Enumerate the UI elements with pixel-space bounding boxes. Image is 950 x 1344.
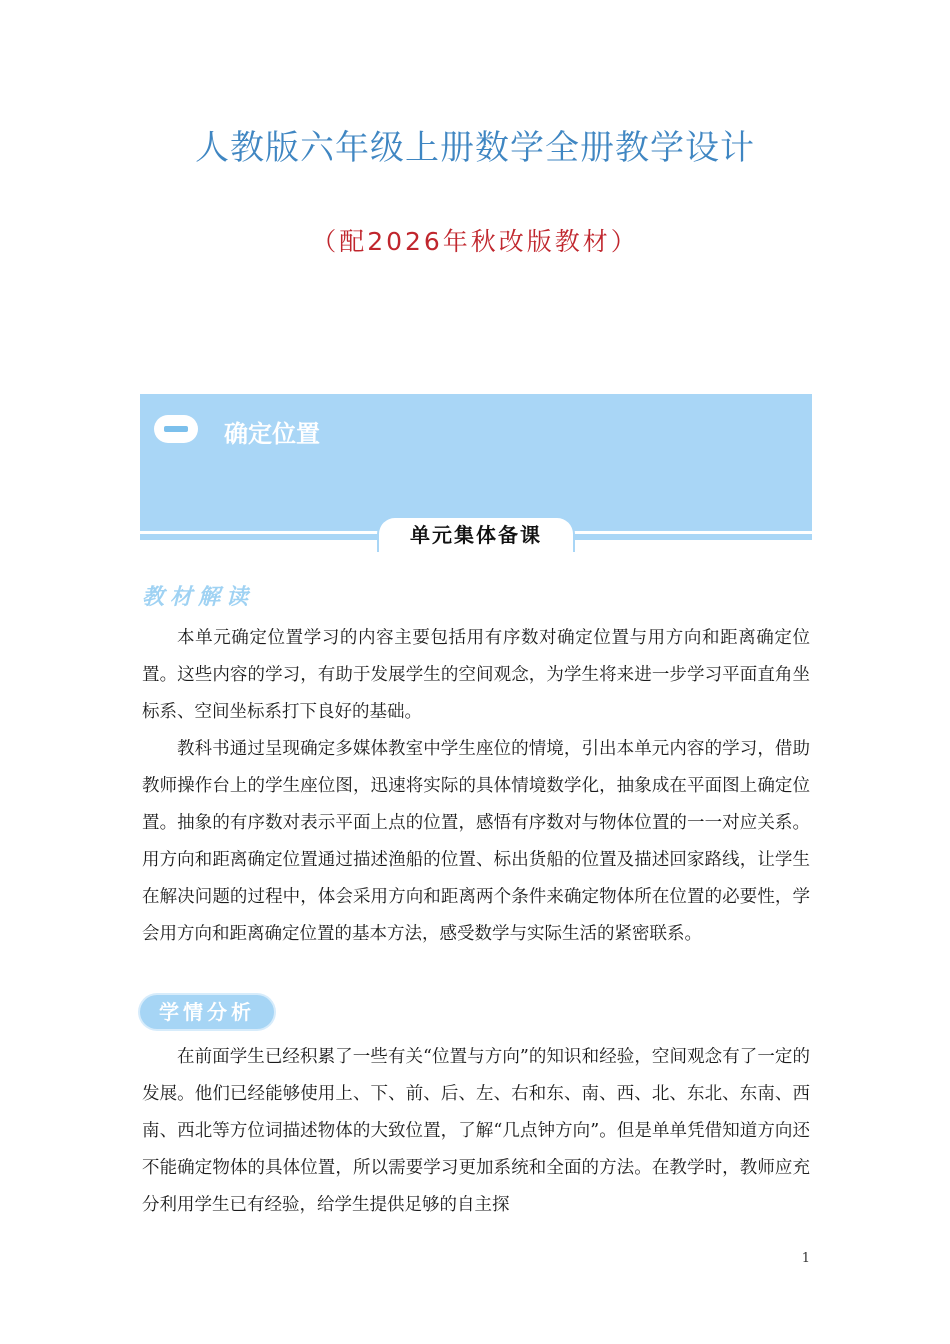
- section-heading-student-analysis: 学情分析: [140, 995, 274, 1029]
- section-heading-textbook: 教材解读: [142, 584, 255, 610]
- paragraph: 本单元确定位置学习的内容主要包括用有序数对确定位置与用方向和距离确定位置。这些内容的学习，有助于发展学生的空间观念，为学生将来进一步学习平面直角坐标系、空间坐标系打下良好的基础。: [142, 628, 810, 722]
- document-subtitle: （配2026年秋改版教材）: [311, 227, 639, 256]
- unit-banner: [140, 394, 812, 547]
- unit-number-icon: [154, 415, 198, 443]
- paragraph: 在前面学生已经积累了一些有关“位置与方向”的知识和经验，空间观念有了一定的发展。他们已经能够使用上、下、前、后、左、右和东、南、西、北、东北、东南、西南、西北等方位词描述物体的大致位置，了解“几点钟方向”。但是单单凭借知道方向还不能确定物体的具体位置，所以需要学习更加系统和全面的方法。在教学时，教师应充分利用学生已有经验，给学生提供足够的自主探: [142, 1047, 810, 1215]
- paragraph: 教科书通过呈现确定多媒体教室中学生座位的情境，引出本单元内容的学习，借助教师操作台上的学生座位图，迅速将实际的具体情境数学化，抽象成在平面图上确定位置。抽象的有序数对表示平面上点的位置，感悟有序数对与物体位置的一一对应关系。用方向和距离确定位置通过描述渔船的位置、标出货船的位置及描述回家路线，让学生在解决问题的过程中，体会采用方向和距离两个条件来确定物体所在位置的必要性，学会用方向和距离确定位置的基本方法，感受数学与实际生活的紧密联系。: [142, 739, 810, 944]
- document-title: 人教版六年级上册数学全册教学设计: [195, 128, 755, 168]
- unit-tab-label: 单元集体备课: [377, 516, 575, 552]
- page-number: 1: [801, 1251, 810, 1266]
- unit-title: 确定位置: [224, 420, 320, 448]
